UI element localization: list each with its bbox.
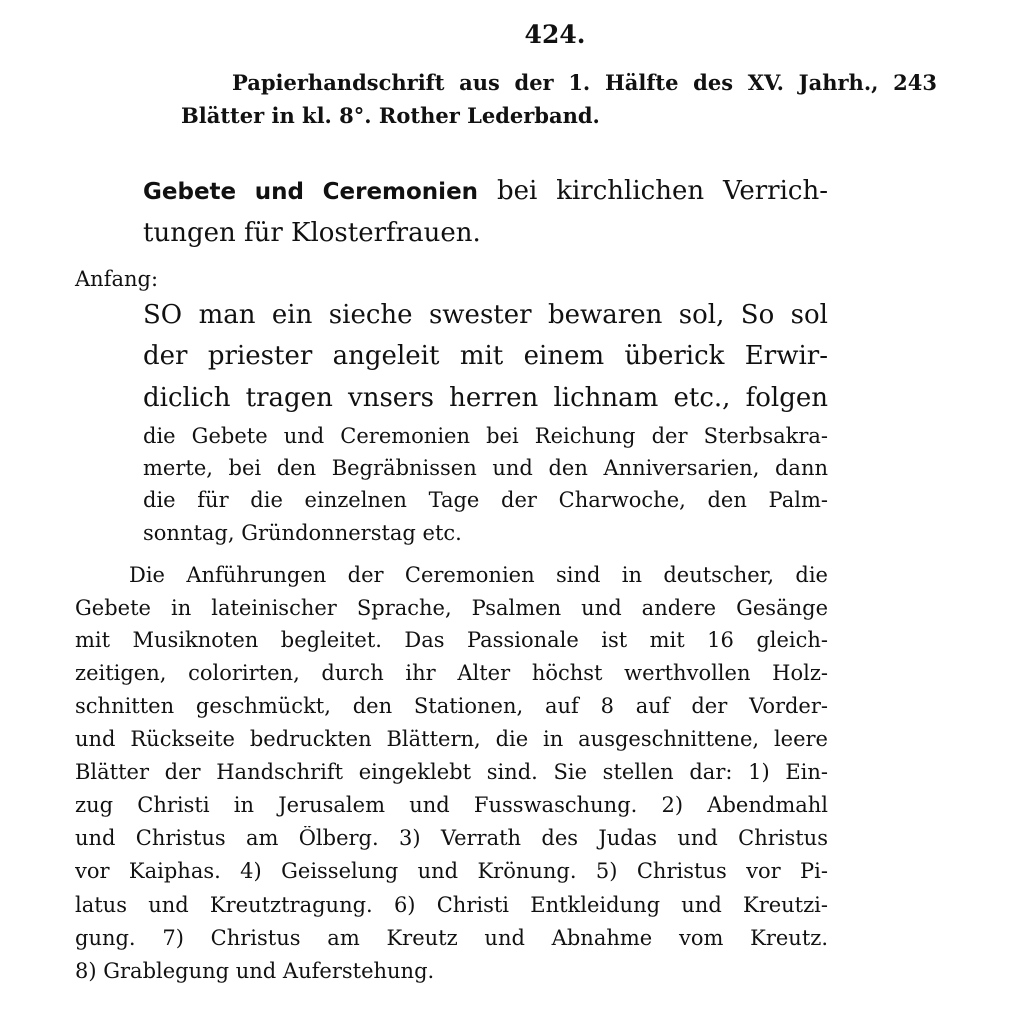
paragraph-line: vor Kaiphas. 4) Geisselung und Krönung. 5) Christus vor Pi- (75, 859, 828, 883)
page-number: 424. (524, 20, 586, 49)
paragraph-line: und Rückseite bedruckten Blättern, die in ausgeschnittene, leere (75, 727, 828, 751)
paragraph-line: zeitigen, colorirten, durch ihr Alter höchst werthvollen Holz- (75, 661, 828, 685)
incipit-line: merte, bei den Begräbnissen und den Anniversarien, dann (143, 456, 828, 480)
paragraph-line: Die Anführungen der Ceremonien sind in deutscher, die (129, 563, 828, 587)
paragraph-line: Blätter der Handschrift eingeklebt sind. Sie stellen dar: 1) Ein- (75, 760, 828, 784)
title-line-1 (143, 176, 828, 206)
paragraph-line: zug Christi in Jerusalem und Fusswaschung. 2) Abendmahl (75, 793, 828, 817)
incipit-line: die für die einzelnen Tage der Charwoche, den Palm- (143, 488, 828, 512)
paragraph-line: latus und Kreutztragung. 6) Christi Entkleidung und Kreutzi- (75, 893, 828, 917)
incipit-label: Anfang: (75, 267, 159, 291)
paragraph-line: gung. 7) Christus am Kreutz und Abnahme vom Kreutz. (75, 926, 828, 950)
meta-line-1: Papierhandschrift aus der 1. Hälfte des XV. Jahrh., 243 (232, 70, 937, 95)
paragraph-line: schnitten geschmückt, den Stationen, auf 8 auf der Vorder- (75, 694, 828, 718)
paragraph-line: Gebete in lateinischer Sprache, Psalmen und andere Gesänge (75, 596, 828, 620)
incipit-line: diclich tragen vnsers herren lichnam etc., folgen (143, 383, 828, 413)
meta-line-2: Blätter in kl. 8°. Rother Lederband. (181, 103, 600, 128)
title-line-2: tungen für Klosterfrauen. (143, 218, 481, 248)
incipit-line: sonntag, Gründonnerstag etc. (143, 521, 462, 545)
paragraph-line: und Christus am Ölberg. 3) Verrath des Judas und Christus (75, 826, 828, 850)
title-bold: Gebete und Ceremonien (143, 179, 479, 205)
incipit-line: SO man ein sieche swester bewaren sol, So sol (143, 300, 828, 330)
paragraph-line: mit Musiknoten begleitet. Das Passionale ist mit 16 gleich- (75, 628, 828, 652)
title-rest: bei kirchlichen Verrich- (496, 176, 828, 206)
incipit-line: die Gebete und Ceremonien bei Reichung der Sterbsakra- (143, 424, 828, 448)
incipit-line: der priester angeleit mit einem überick Erwir- (143, 341, 828, 371)
paragraph-line: 8) Grablegung und Auferstehung. (75, 959, 435, 983)
